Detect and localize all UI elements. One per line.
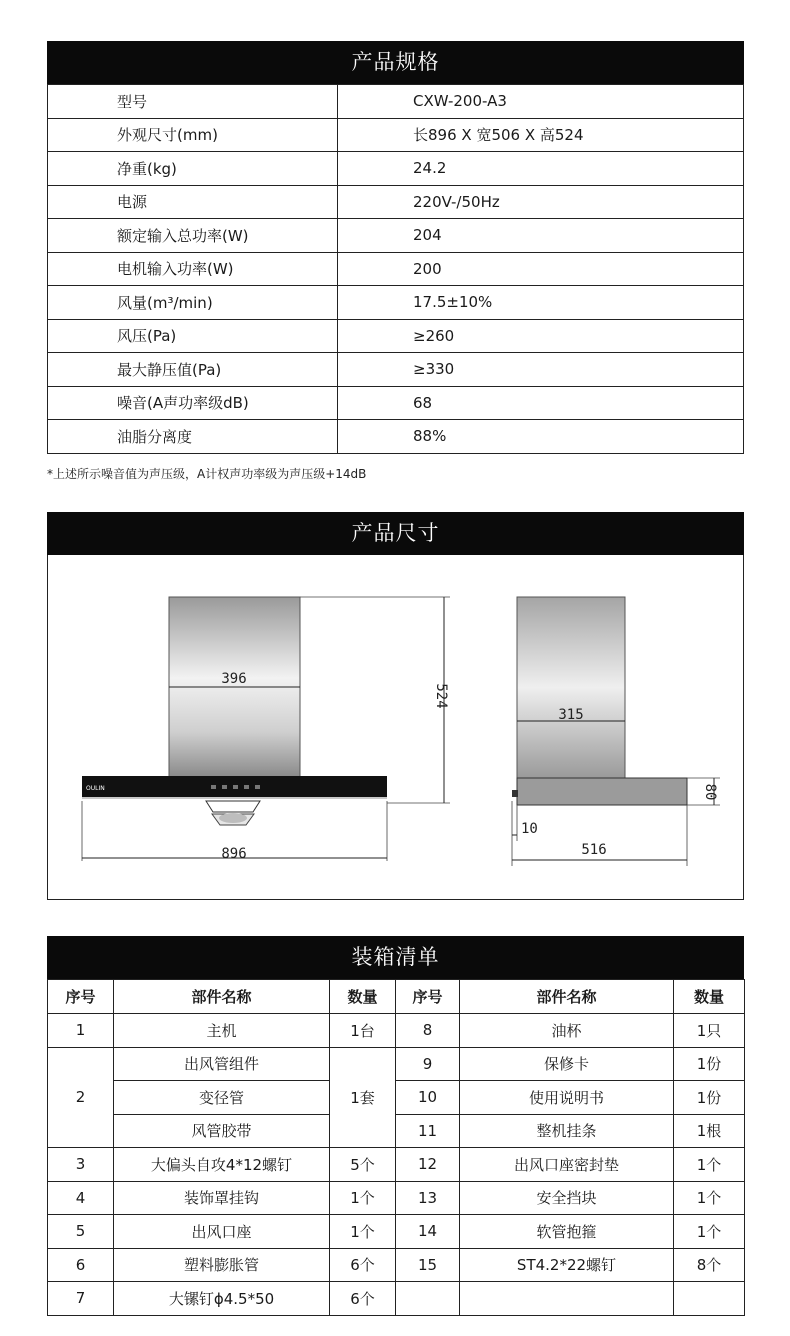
spec-key: 外观尺寸(mm) [48, 118, 338, 152]
empty-cell [396, 1282, 460, 1316]
item-name: 塑料膨胀管 [114, 1248, 330, 1282]
empty-cell [460, 1282, 674, 1316]
item-name: 油杯 [460, 1014, 674, 1048]
spec-key: 净重(kg) [48, 152, 338, 186]
spec-value: ≥330 [338, 353, 744, 387]
spec-row [48, 353, 744, 387]
item-no: 5 [48, 1215, 114, 1249]
spec-value: 68 [338, 386, 744, 420]
item-name: 变径管 [114, 1081, 330, 1115]
item-no: 2 [48, 1047, 114, 1148]
height-label: 524 [433, 683, 449, 709]
item-qty: 1个 [674, 1181, 745, 1215]
spec-key: 电源 [48, 185, 338, 219]
item-name: 出风管组件 [114, 1047, 330, 1081]
spec-value: 200 [338, 252, 744, 286]
item-name: 整机挂条 [460, 1114, 674, 1148]
item-qty: 1份 [674, 1081, 745, 1115]
spec-section [47, 41, 744, 454]
item-name: 风管胶带 [114, 1114, 330, 1148]
table-row [48, 1047, 745, 1081]
spec-value: 204 [338, 219, 744, 253]
spec-row [48, 185, 744, 219]
spec-key: 最大静压值(Pa) [48, 353, 338, 387]
table-row [48, 1215, 745, 1249]
spec-row [48, 420, 744, 454]
item-name: 使用说明书 [460, 1081, 674, 1115]
item-name: 大偏头自攻4*12螺钉 [114, 1148, 330, 1182]
spec-value: 17.5±10% [338, 286, 744, 320]
item-qty: 1根 [674, 1114, 745, 1148]
item-name: 主机 [114, 1014, 330, 1048]
table-row [48, 1014, 745, 1048]
item-name: 保修卡 [460, 1047, 674, 1081]
spec-value: ≥260 [338, 319, 744, 353]
brand-logo: OULIN [86, 785, 105, 792]
item-no: 12 [396, 1148, 460, 1182]
item-no: 4 [48, 1181, 114, 1215]
table-row [48, 1114, 745, 1148]
dimension-title: 产品尺寸 [47, 512, 744, 555]
item-qty: 1个 [674, 1215, 745, 1249]
item-qty: 1只 [674, 1014, 745, 1048]
header-qty: 数量 [330, 980, 396, 1014]
spec-key: 电机输入功率(W) [48, 252, 338, 286]
spec-key: 风压(Pa) [48, 319, 338, 353]
spec-value: 220V-/50Hz [338, 185, 744, 219]
header-name: 部件名称 [114, 980, 330, 1014]
front-view [82, 597, 450, 862]
spec-row [48, 85, 744, 119]
packing-table [47, 979, 745, 1316]
item-name: 软管抱箍 [460, 1215, 674, 1249]
item-qty: 1份 [674, 1047, 745, 1081]
spec-table [47, 84, 744, 454]
spec-key: 型号 [48, 85, 338, 119]
item-no: 6 [48, 1248, 114, 1282]
item-no: 3 [48, 1148, 114, 1182]
spec-title: 产品规格 [47, 41, 744, 84]
offset-label: 10 [521, 821, 538, 837]
header-no: 序号 [396, 980, 460, 1014]
chimney-depth-label: 315 [558, 707, 584, 723]
item-no: 9 [396, 1047, 460, 1081]
item-no: 14 [396, 1215, 460, 1249]
item-qty: 6个 [330, 1282, 396, 1316]
side-hood [517, 778, 687, 805]
header-no: 序号 [48, 980, 114, 1014]
side-oil-cup [512, 790, 518, 797]
spec-footnote: *上述所示噪音值为声压级，A计权声功率级为声压级+14dB [47, 467, 367, 481]
empty-cell [674, 1282, 745, 1316]
oil-cup [206, 801, 260, 812]
packing-section [47, 936, 744, 1316]
chimney-width-label: 396 [221, 671, 247, 687]
item-name: 安全挡块 [460, 1181, 674, 1215]
item-no: 8 [396, 1014, 460, 1048]
item-qty: 1个 [674, 1148, 745, 1182]
item-qty: 1个 [330, 1181, 396, 1215]
table-row [48, 1148, 745, 1182]
table-row [48, 1181, 745, 1215]
dimension-drawing [48, 556, 745, 899]
depth-label: 516 [581, 842, 607, 858]
item-name: 出风口座 [114, 1215, 330, 1249]
item-no: 11 [396, 1114, 460, 1148]
spec-row [48, 152, 744, 186]
spec-key: 额定输入总功率(W) [48, 219, 338, 253]
item-qty: 5个 [330, 1148, 396, 1182]
length-label: 896 [221, 846, 247, 862]
table-row [48, 1248, 745, 1282]
side-chimney [517, 597, 625, 778]
spec-row [48, 386, 744, 420]
dimension-section [47, 512, 744, 900]
spec-row [48, 252, 744, 286]
item-no: 7 [48, 1282, 114, 1316]
spec-value: 长896 X 宽506 X 高524 [338, 118, 744, 152]
spec-value: 24.2 [338, 152, 744, 186]
item-name: 大镙钉ϕ4.5*50 [114, 1282, 330, 1316]
item-qty: 8个 [674, 1248, 745, 1282]
spec-row [48, 319, 744, 353]
table-row [48, 1081, 745, 1115]
item-no: 15 [396, 1248, 460, 1282]
item-qty: 1台 [330, 1014, 396, 1048]
item-no: 1 [48, 1014, 114, 1048]
spec-value: 88% [338, 420, 744, 454]
spec-key: 风量(m³/min) [48, 286, 338, 320]
item-no: 10 [396, 1081, 460, 1115]
item-name: 装饰罩挂钩 [114, 1181, 330, 1215]
hood-thickness-label: 80 [702, 783, 718, 801]
spec-row [48, 219, 744, 253]
spec-value: CXW-200-A3 [338, 85, 744, 119]
header-qty: 数量 [674, 980, 745, 1014]
item-name: 出风口座密封垫 [460, 1148, 674, 1182]
spec-row [48, 118, 744, 152]
packing-title: 装箱清单 [47, 936, 744, 979]
side-view [512, 597, 720, 866]
header-name: 部件名称 [460, 980, 674, 1014]
spec-key: 噪音(A声功率级dB) [48, 386, 338, 420]
item-qty: 6个 [330, 1248, 396, 1282]
packing-header-row [48, 980, 745, 1014]
spec-key: 油脂分离度 [48, 420, 338, 454]
table-row [48, 1282, 745, 1316]
spec-row [48, 286, 744, 320]
item-no: 13 [396, 1181, 460, 1215]
item-qty: 1套 [330, 1047, 396, 1148]
item-qty: 1个 [330, 1215, 396, 1249]
item-name: ST4.2*22螺钉 [460, 1248, 674, 1282]
